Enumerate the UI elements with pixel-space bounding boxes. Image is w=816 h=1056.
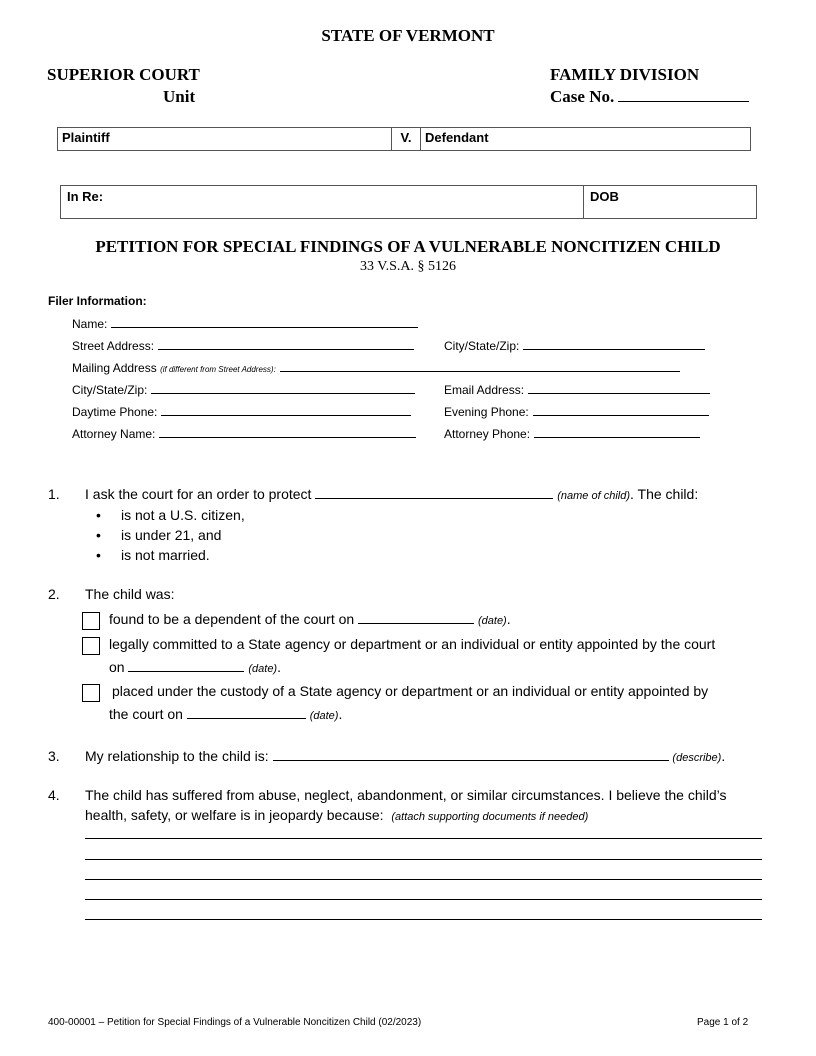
versus-label: V.: [400, 130, 412, 145]
relationship-note: (describe): [672, 752, 722, 764]
mailing-row: [72, 360, 680, 375]
custody-checkbox[interactable]: [82, 684, 100, 702]
email-label: Email Address:: [444, 383, 525, 397]
unit-label: Unit: [163, 87, 196, 106]
mailing-label: Mailing Address: [72, 361, 157, 375]
reason-line-1[interactable]: [85, 838, 762, 839]
dob-cell[interactable]: [584, 186, 757, 219]
item-4-line-1: The child has suffered from abuse, neglect, abandonment, or similar circumstances. I believe the child’s: [85, 787, 727, 803]
city-row-1: [444, 338, 705, 353]
item-1: [85, 486, 698, 502]
filer-heading: Filer Information:: [48, 294, 147, 308]
committed-on-label: on: [109, 659, 125, 675]
committed-date-field[interactable]: [128, 671, 244, 672]
filer-name-label: Name:: [72, 317, 108, 331]
filer-name-row: [72, 316, 418, 331]
option-dependent: found to be a dependent of the court on (date).: [109, 611, 511, 627]
court-block: [47, 64, 200, 108]
option-dependent-text: found to be a dependent of the court on: [109, 611, 355, 627]
reason-line-2[interactable]: [85, 859, 762, 860]
case-number: [550, 86, 749, 108]
item-4-line-2: [85, 807, 588, 823]
reason-line-3[interactable]: [85, 879, 762, 880]
bullet-item-1: is not a U.S. citizen,: [121, 507, 245, 523]
custody-on-label: the court on: [109, 706, 183, 722]
bullet-icon: •: [96, 507, 101, 523]
in-re-label: In Re:: [67, 189, 104, 204]
option-custody-line-2: the court on (date).: [109, 706, 343, 722]
eve-phone-label: Evening Phone:: [444, 405, 529, 419]
bullet-item-3: is not married.: [121, 547, 210, 563]
filer-name-field[interactable]: [111, 316, 418, 328]
dependent-checkbox[interactable]: [82, 612, 100, 630]
attach-note: (attach supporting documents if needed): [391, 811, 589, 823]
page-number: Page 1 of 2: [697, 1017, 749, 1028]
in-re-table: [60, 185, 757, 219]
mailing-field[interactable]: [280, 360, 680, 372]
city-label-2: City/State/Zip:: [72, 383, 148, 397]
court-name: SUPERIOR COURT: [47, 65, 200, 84]
item-3-text: My relationship to the child is:: [85, 748, 269, 764]
atty-name-label: Attorney Name:: [72, 427, 156, 441]
atty-phone-label: Attorney Phone:: [444, 427, 531, 441]
eve-phone-row: [444, 404, 709, 419]
committed-checkbox[interactable]: [82, 637, 100, 655]
division-name: FAMILY DIVISION: [550, 65, 700, 84]
city-label-1: City/State/Zip:: [444, 339, 520, 353]
plaintiff-label: Plaintiff: [62, 130, 110, 145]
custody-date-field[interactable]: [187, 718, 306, 719]
defendant-cell[interactable]: [421, 128, 751, 151]
form-footer: 400-00001 – Petition for Special Findings of a Vulnerable Noncitizen Child (02/2023): [48, 1017, 422, 1028]
item-number-3: 3.: [48, 748, 60, 764]
defendant-label: Defendant: [425, 130, 489, 145]
item-4-text: health, safety, or welfare is in jeopardy because:: [85, 807, 384, 823]
dependent-date-field[interactable]: [358, 623, 474, 624]
atty-name-row: [72, 426, 416, 441]
date-note: (date): [248, 663, 278, 675]
item-3: My relationship to the child is: (describe).: [85, 748, 726, 764]
in-re-cell[interactable]: [61, 186, 584, 219]
date-note: (date): [309, 710, 339, 722]
city-field-2[interactable]: [151, 382, 415, 394]
statute-reference: 33 V.S.A. § 5126: [360, 259, 456, 274]
case-no-label: Case No.: [550, 87, 615, 106]
reason-line-4[interactable]: [85, 899, 762, 900]
date-note: (date): [477, 615, 507, 627]
bullet-icon: •: [96, 527, 101, 543]
atty-phone-row: [444, 426, 700, 441]
email-field[interactable]: [528, 382, 710, 394]
child-name-note: (name of child): [557, 490, 630, 502]
relationship-field[interactable]: [273, 760, 669, 761]
option-committed-line-2: on (date).: [109, 659, 281, 675]
day-phone-label: Daytime Phone:: [72, 405, 158, 419]
case-no-line[interactable]: [618, 101, 749, 102]
child-name-field[interactable]: [315, 498, 553, 499]
bullet-icon: •: [96, 547, 101, 563]
day-phone-field[interactable]: [161, 404, 411, 416]
state-title: STATE OF VERMONT: [321, 26, 495, 45]
item-number-4: 4.: [48, 787, 60, 803]
street-label: Street Address:: [72, 339, 155, 353]
item-number-1: 1.: [48, 486, 60, 502]
city-field-1[interactable]: [523, 338, 705, 350]
parties-table: [57, 127, 751, 151]
email-row: [444, 382, 710, 397]
item-1-tail: . The child:: [630, 486, 699, 502]
day-phone-row: [72, 404, 411, 419]
eve-phone-field[interactable]: [533, 404, 709, 416]
option-committed-line-1: legally committed to a State agency or department or an individual or entity appointed by the court: [109, 636, 716, 652]
street-field[interactable]: [158, 338, 414, 350]
atty-phone-field[interactable]: [534, 426, 700, 438]
atty-name-field[interactable]: [159, 426, 416, 438]
option-custody-line-1: placed under the custody of a State agency or department or an individual or entity appointed by: [112, 683, 709, 699]
street-row: [72, 338, 414, 353]
versus-cell: [392, 128, 421, 151]
dob-label: DOB: [590, 189, 619, 204]
item-number-2: 2.: [48, 586, 60, 602]
reason-line-5[interactable]: [85, 919, 762, 920]
item-2-text: The child was:: [85, 586, 175, 602]
item-1-text: I ask the court for an order to protect: [85, 486, 312, 502]
mailing-note: (if different from Street Address):: [160, 365, 276, 374]
plaintiff-cell[interactable]: [58, 128, 392, 151]
petition-title: PETITION FOR SPECIAL FINDINGS OF A VULNERABLE NONCITIZEN CHILD: [95, 237, 721, 256]
bullet-item-2: is under 21, and: [121, 527, 222, 543]
city-row-2: [72, 382, 415, 397]
division-block: [550, 64, 749, 108]
